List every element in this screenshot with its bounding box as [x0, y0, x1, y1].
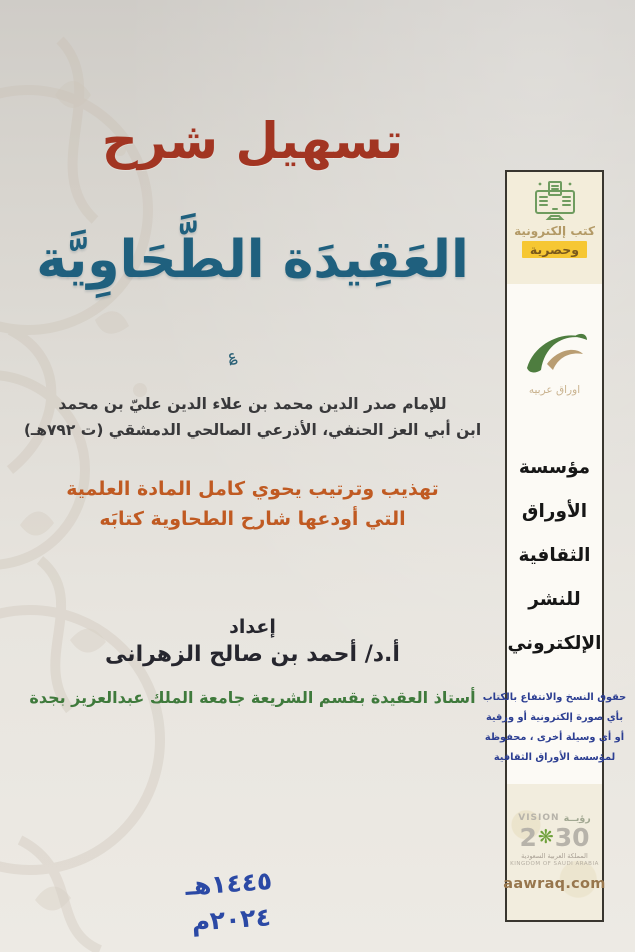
author-line-2: ابن أبي العز الحنفي، الأذرعي الصالحي الدمشقي (ت ٧٩٢هـ) — [23, 420, 482, 439]
vision-country-ar: المملكة العربية السعودية — [521, 851, 588, 860]
publisher-sidebar — [482, 170, 627, 922]
awraq-arabia-logo-icon — [521, 328, 589, 382]
subtitle-line-1: تهذيب وترتيب يحوي كامل المادة العلمية — [66, 478, 439, 500]
author-attribution — [20, 392, 485, 443]
copyright-line-2: بأي صورة إلكترونية أو ورقية — [485, 712, 624, 723]
org-line-2: الأوراق — [521, 501, 588, 522]
preparer-affiliation: أستاذ العقيدة بقسم الشريعة جامعة الملك عبدالعزيز بجدة — [29, 688, 476, 707]
publication-dates — [148, 861, 313, 944]
vision-label-ar: رؤيــة — [563, 812, 591, 824]
vision-2030-year — [519, 822, 590, 852]
copyright-line-1: حقوق النسخ والانتفاع بالكتاب — [482, 692, 627, 703]
org-line-4: للنشر — [528, 589, 581, 610]
year-gregorian: ٢٠٢٤م — [190, 902, 272, 937]
vision-2030-wordmark — [518, 813, 591, 824]
org-line-5: الإلكتروني — [507, 633, 602, 654]
year-hijri: ١٤٤٥هـ — [184, 866, 274, 902]
ebook-computer-icon — [532, 178, 578, 222]
publisher-logo-section — [507, 284, 602, 440]
awraq-arabia-logo-text: اوراق عربيه — [528, 384, 581, 396]
palm-emblem-icon: ❋ — [537, 825, 554, 848]
organization-name — [507, 440, 602, 672]
vision-label-en: VISION — [518, 813, 560, 823]
vision-country-en: KINGDOM OF SAUDI ARABIA — [510, 860, 599, 867]
ebook-badge-text: كتب إلكترونية — [514, 224, 595, 238]
preparation-label: إعداد — [229, 616, 276, 638]
preparer-name: أ.د/ أحمد بن صالح الزهرانى — [105, 642, 400, 667]
edition-subtitle — [20, 474, 485, 535]
ebook-exclusive-badge — [507, 172, 602, 284]
org-line-3: الثقافية — [518, 545, 591, 566]
calligraphy-signature-mark: ؏ — [226, 345, 239, 365]
exclusive-badge-text: وحصرية — [522, 241, 587, 258]
subtitle-line-2: التي أودعها شارح الطحاوية كتابَه — [99, 508, 406, 531]
author-line-1: للإمام صدر الدين محمد بن علاء الدين عليّ بن محمد — [58, 395, 447, 413]
copyright-line-3: أو أي وسيلة أخرى ، محفوظة — [484, 732, 625, 743]
vision-year-right: 30 — [554, 822, 590, 852]
series-title: تسهيل شرح — [101, 112, 404, 170]
copyright-line-4: لمؤسسة الأوراق الثقافية — [493, 752, 616, 763]
publisher-website: aawraq.com — [503, 875, 606, 892]
vision-year-left: 2 — [519, 822, 537, 852]
copyright-notice — [482, 672, 627, 784]
vision-2030-section — [503, 784, 606, 920]
book-title: العَقِيدَة الطَّحَاوِيَّة — [36, 230, 469, 290]
org-line-1: مؤسسة — [518, 457, 591, 478]
